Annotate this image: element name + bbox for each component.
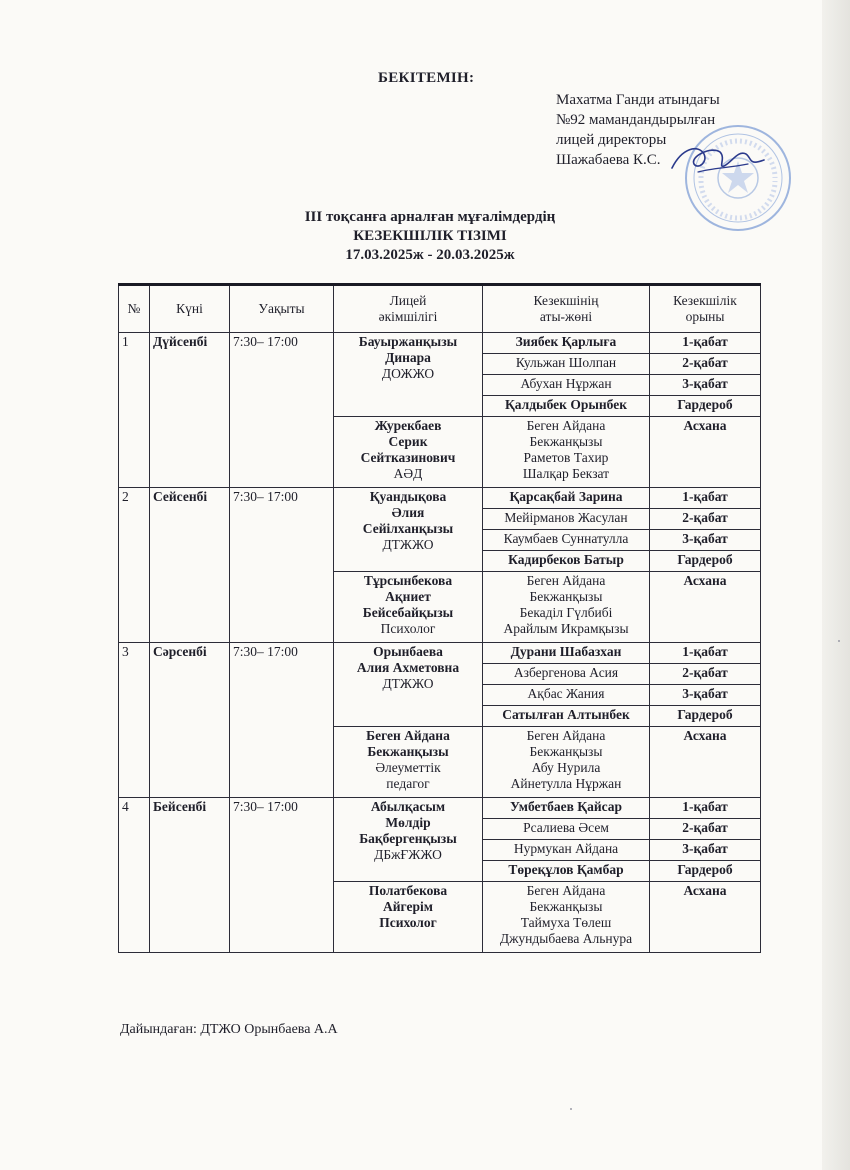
duty-teacher-name: Мейірманов Жасулан xyxy=(483,509,650,530)
prepared-by: Дайындаған: ДТЖО Орынбаева А.А xyxy=(120,1022,338,1037)
table-row xyxy=(119,798,761,819)
canteen-teachers-line: Беген Айдана xyxy=(526,728,606,743)
admin-primary-line: ДБжҒЖЖО xyxy=(374,847,442,862)
day-name: Сейсенбі xyxy=(150,488,230,643)
day-name: Бейсенбі xyxy=(150,798,230,953)
header-admin-line: әкімшілігі xyxy=(378,309,438,324)
admin-primary-line: Алия Ахметовна xyxy=(356,660,460,675)
admin-secondary xyxy=(334,727,483,798)
canteen-teachers-line: Айнетулла Нұржан xyxy=(510,776,622,791)
table-row xyxy=(119,488,761,509)
canteen-teachers-line: Беген Айдана xyxy=(526,573,606,588)
admin-primary xyxy=(334,798,483,882)
duty-place: 2-қабат xyxy=(650,354,761,375)
duty-place: 1-қабат xyxy=(650,488,761,509)
admin-primary-line: Сейілханқызы xyxy=(362,521,454,536)
canteen-teachers-line: Беген Айдана xyxy=(526,418,606,433)
day-number: 3 xyxy=(119,643,150,798)
admin-secondary xyxy=(334,417,483,488)
duty-place: 1-қабат xyxy=(650,643,761,664)
header-time: Уақыты xyxy=(230,285,334,333)
admin-primary-line: Абылқасым xyxy=(370,799,446,814)
admin-secondary-line: Психолог xyxy=(380,621,436,636)
document-title xyxy=(200,208,660,265)
admin-secondary-line: Ақниет xyxy=(385,589,431,604)
canteen-teachers-line: Бекжанқызы xyxy=(529,434,603,449)
canteen-teachers xyxy=(483,572,650,643)
duty-teacher-name: Кульжан Шолпан xyxy=(483,354,650,375)
canteen-teachers-line: Бекаділ Гүлбибі xyxy=(519,605,613,620)
admin-primary-line: ДОЖЖО xyxy=(381,366,435,381)
duty-place: 1-қабат xyxy=(650,798,761,819)
approval-line: №92 мамандандырылған xyxy=(556,112,716,128)
canteen-teachers xyxy=(483,882,650,953)
approval-line: лицей директоры xyxy=(556,132,667,148)
admin-secondary-line: педагог xyxy=(386,776,430,791)
admin-primary xyxy=(334,643,483,727)
duty-teacher-name: Төреқұлов Қамбар xyxy=(483,861,650,882)
duty-place: 3-қабат xyxy=(650,840,761,861)
admin-primary-line: Орынбаева xyxy=(373,644,443,659)
duty-place: Гардероб xyxy=(650,396,761,417)
table-row xyxy=(119,643,761,664)
table-row xyxy=(119,333,761,354)
scan-speck xyxy=(570,1108,572,1110)
day-number: 2 xyxy=(119,488,150,643)
admin-primary-line: ДТЖЖО xyxy=(382,537,434,552)
header-num: № xyxy=(119,285,150,333)
header-place-line: Кезекшілік xyxy=(673,293,737,308)
signature xyxy=(668,138,768,178)
schedule-body xyxy=(119,333,761,953)
time-range: 7:30– 17:00 xyxy=(230,643,334,798)
duty-place: 3-қабат xyxy=(650,375,761,396)
admin-primary-line: Динара xyxy=(385,350,431,365)
admin-primary-line: Әлия xyxy=(391,505,425,520)
header-day: Күні xyxy=(150,285,230,333)
canteen-teachers-line: Абу Нурила xyxy=(531,760,601,775)
canteen-teachers-line: Бекжанқызы xyxy=(529,589,603,604)
admin-secondary-line: АӘД xyxy=(393,466,423,481)
admin-secondary-line: Журекбаев xyxy=(374,418,442,433)
title-line: ІІІ тоқсанға арналған мұғалімдердің xyxy=(304,209,556,225)
canteen-teachers-line: Арайлым Икрамқызы xyxy=(503,621,629,636)
admin-secondary-line: Айгерім xyxy=(383,899,433,914)
admin-primary-line: Қуандықова xyxy=(369,489,447,504)
table-header-row xyxy=(119,285,761,333)
duty-teacher-name: Зиябек Қарлыға xyxy=(483,333,650,354)
admin-primary xyxy=(334,488,483,572)
canteen-teachers-line: Раметов Тахир xyxy=(523,450,609,465)
time-range: 7:30– 17:00 xyxy=(230,798,334,953)
admin-secondary-line: Әлеуметтік xyxy=(375,760,441,775)
canteen-teachers xyxy=(483,727,650,798)
duty-place: 2-қабат xyxy=(650,509,761,530)
time-range: 7:30– 17:00 xyxy=(230,488,334,643)
approval-line: Шажабаева К.С. xyxy=(556,152,661,168)
scan-speck xyxy=(838,640,840,642)
header-admin xyxy=(334,285,483,333)
admin-secondary-line: Психолог xyxy=(379,915,437,930)
canteen-teachers-line: Джундыбаева Альнура xyxy=(499,931,633,946)
duty-teacher-name: Ақбас Жания xyxy=(483,685,650,706)
approval-line: Махатма Ганди атындағы xyxy=(556,92,720,108)
admin-secondary-line: Бейсебайқызы xyxy=(362,605,454,620)
canteen-place: Асхана xyxy=(650,417,761,488)
canteen-place: Асхана xyxy=(650,882,761,953)
duty-teacher-name: Абухан Нұржан xyxy=(483,375,650,396)
canteen-teachers-line: Беген Айдана xyxy=(526,883,606,898)
day-name: Дүйсенбі xyxy=(150,333,230,488)
admin-primary-line: ДТЖЖО xyxy=(382,676,434,691)
approval-heading: БЕКІТЕМІН: xyxy=(378,70,475,86)
time-range: 7:30– 17:00 xyxy=(230,333,334,488)
duty-place: 2-қабат xyxy=(650,819,761,840)
duty-place: 2-қабат xyxy=(650,664,761,685)
duty-place: 3-қабат xyxy=(650,685,761,706)
admin-primary-line: Бақбергенқызы xyxy=(359,831,457,846)
admin-primary-line: Мөлдір xyxy=(385,815,431,830)
header-duty-line: аты-жөні xyxy=(539,309,593,324)
duty-teacher-name: Нурмукан Айдана xyxy=(483,840,650,861)
duty-place: Гардероб xyxy=(650,861,761,882)
admin-primary xyxy=(334,333,483,417)
admin-secondary-line: Тұрсынбекова xyxy=(363,573,453,588)
admin-secondary-line: Бекжанқызы xyxy=(367,744,449,759)
admin-secondary xyxy=(334,572,483,643)
admin-primary-line: Бауыржанқызы xyxy=(358,334,458,349)
title-line: 17.03.2025ж - 20.03.2025ж xyxy=(345,247,515,263)
duty-place: 3-қабат xyxy=(650,530,761,551)
header-admin-line: Лицей xyxy=(389,293,427,308)
header-duty-line: Кезекшінің xyxy=(533,293,599,308)
duty-teacher-name: Рсалиева Әсем xyxy=(483,819,650,840)
admin-secondary-line: Серик xyxy=(388,434,428,449)
canteen-teachers-line: Бекжанқызы xyxy=(529,899,603,914)
duty-place: Гардероб xyxy=(650,551,761,572)
canteen-place: Асхана xyxy=(650,572,761,643)
duty-teacher-name: Дурани Шабазхан xyxy=(483,643,650,664)
duty-schedule-table xyxy=(118,283,761,953)
duty-teacher-name: Кадирбеков Батыр xyxy=(483,551,650,572)
duty-place: 1-қабат xyxy=(650,333,761,354)
admin-secondary-line: Беген Айдана xyxy=(366,728,450,743)
day-number: 4 xyxy=(119,798,150,953)
admin-secondary xyxy=(334,882,483,953)
header-place-line: орыны xyxy=(685,309,725,324)
canteen-teachers-line: Таймуха Төлеш xyxy=(520,915,612,930)
canteen-teachers-line: Бекжанқызы xyxy=(529,744,603,759)
duty-teacher-name: Каумбаев Суннатулла xyxy=(483,530,650,551)
day-name: Сәрсенбі xyxy=(150,643,230,798)
header-place xyxy=(650,285,761,333)
admin-secondary-line: Полатбекова xyxy=(368,883,448,898)
duty-teacher-name: Қалдыбек Орынбек xyxy=(483,396,650,417)
canteen-place: Асхана xyxy=(650,727,761,798)
duty-teacher-name: Сатылған Алтынбек xyxy=(483,706,650,727)
duty-teacher-name: Азбергенова Асия xyxy=(483,664,650,685)
title-line: КЕЗЕКШІЛІК ТІЗІМІ xyxy=(353,228,507,244)
duty-place: Гардероб xyxy=(650,706,761,727)
day-number: 1 xyxy=(119,333,150,488)
paper-edge xyxy=(822,0,850,1170)
duty-teacher-name: Умбетбаев Қайсар xyxy=(483,798,650,819)
canteen-teachers xyxy=(483,417,650,488)
admin-secondary-line: Сейтказинович xyxy=(360,450,456,465)
canteen-teachers-line: Шалқар Бекзат xyxy=(522,466,610,481)
duty-teacher-name: Қарсақбай Зарина xyxy=(483,488,650,509)
header-duty-name xyxy=(483,285,650,333)
